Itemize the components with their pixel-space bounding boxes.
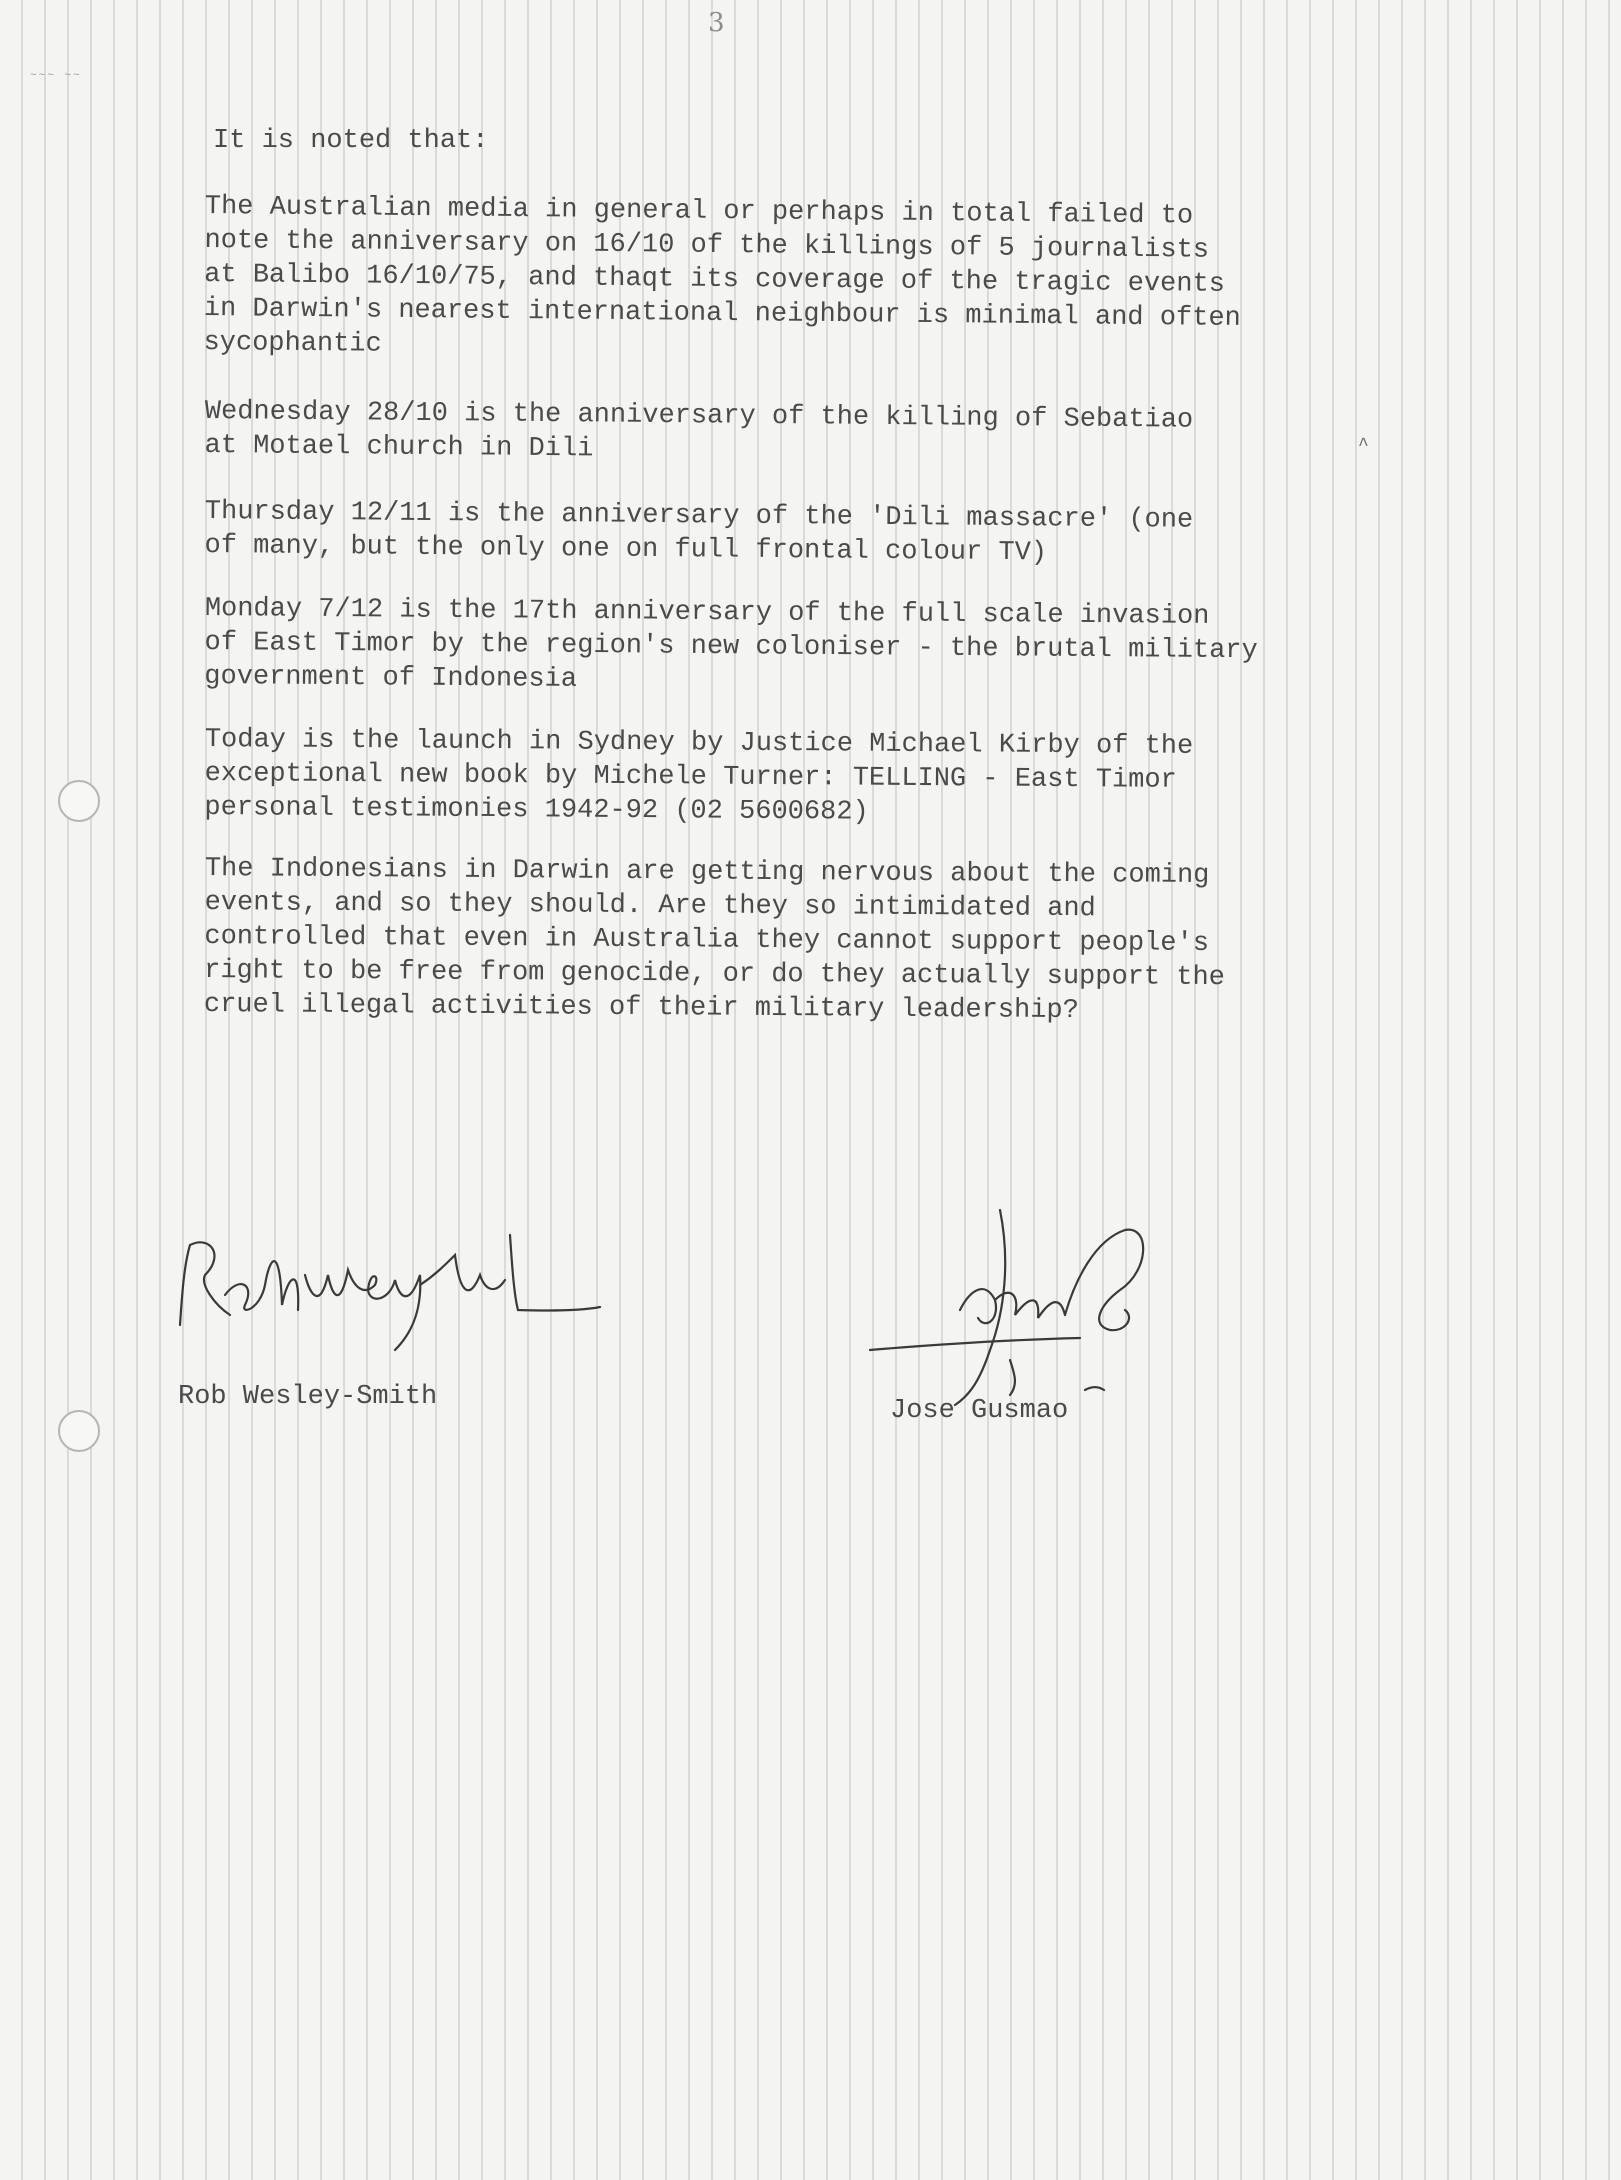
paragraph-sebatiao: Wednesday 28/10 is the anniversary of the killing of Sebatiao at Motael church in Dili (204, 396, 1194, 465)
signature-jose-gusmao (860, 1200, 1160, 1410)
signatory-name-rob: Rob Wesley-Smith (178, 1382, 438, 1412)
margin-mark: ~~~ ~~ (30, 70, 82, 82)
page-number: 3 (708, 8, 725, 38)
punch-hole (58, 1410, 100, 1452)
paragraph-media: The Australian media in general or perhaps in total failed to note the anniversary on 16/10 of the killings of 5 journalists at Balibo 16/10/75, and thaqt its coverage of the tragic events in Darwin's nearest international neighbour is minimal and often sycophantic (203, 191, 1241, 360)
caret-mark: ^ (1358, 436, 1369, 456)
paragraph-indonesians: The Indonesians in Darwin are getting nervous about the coming events, and so they should. Are they so intimidated and controlled that even in Australia they cannot support people's right to be free from genocide, or do they actually support the cruel illegal activities of their military leadership? (203, 853, 1226, 1027)
punch-hole (58, 780, 100, 822)
intro-line: It is noted that: (213, 126, 489, 156)
signatory-name-jose: Jose Gusmao (890, 1396, 1069, 1426)
signature-rob-wesley-smith (170, 1215, 610, 1355)
paragraph-invasion: Monday 7/12 is the 17th anniversary of the full scale invasion of East Timor by the region's new coloniser - the brutal military government of Indonesia (204, 593, 1258, 695)
paragraph-book-launch: Today is the launch in Sydney by Justice Michael Kirby of the exceptional new book by Michele Turner: TELLING - East Timor personal testimonies 1942-92 (02 5600682) (204, 724, 1194, 828)
paragraph-dili-massacre: Thursday 12/11 is the anniversary of the 'Dili massacre' (one of many, but the only one on full frontal colour TV) (204, 496, 1194, 569)
